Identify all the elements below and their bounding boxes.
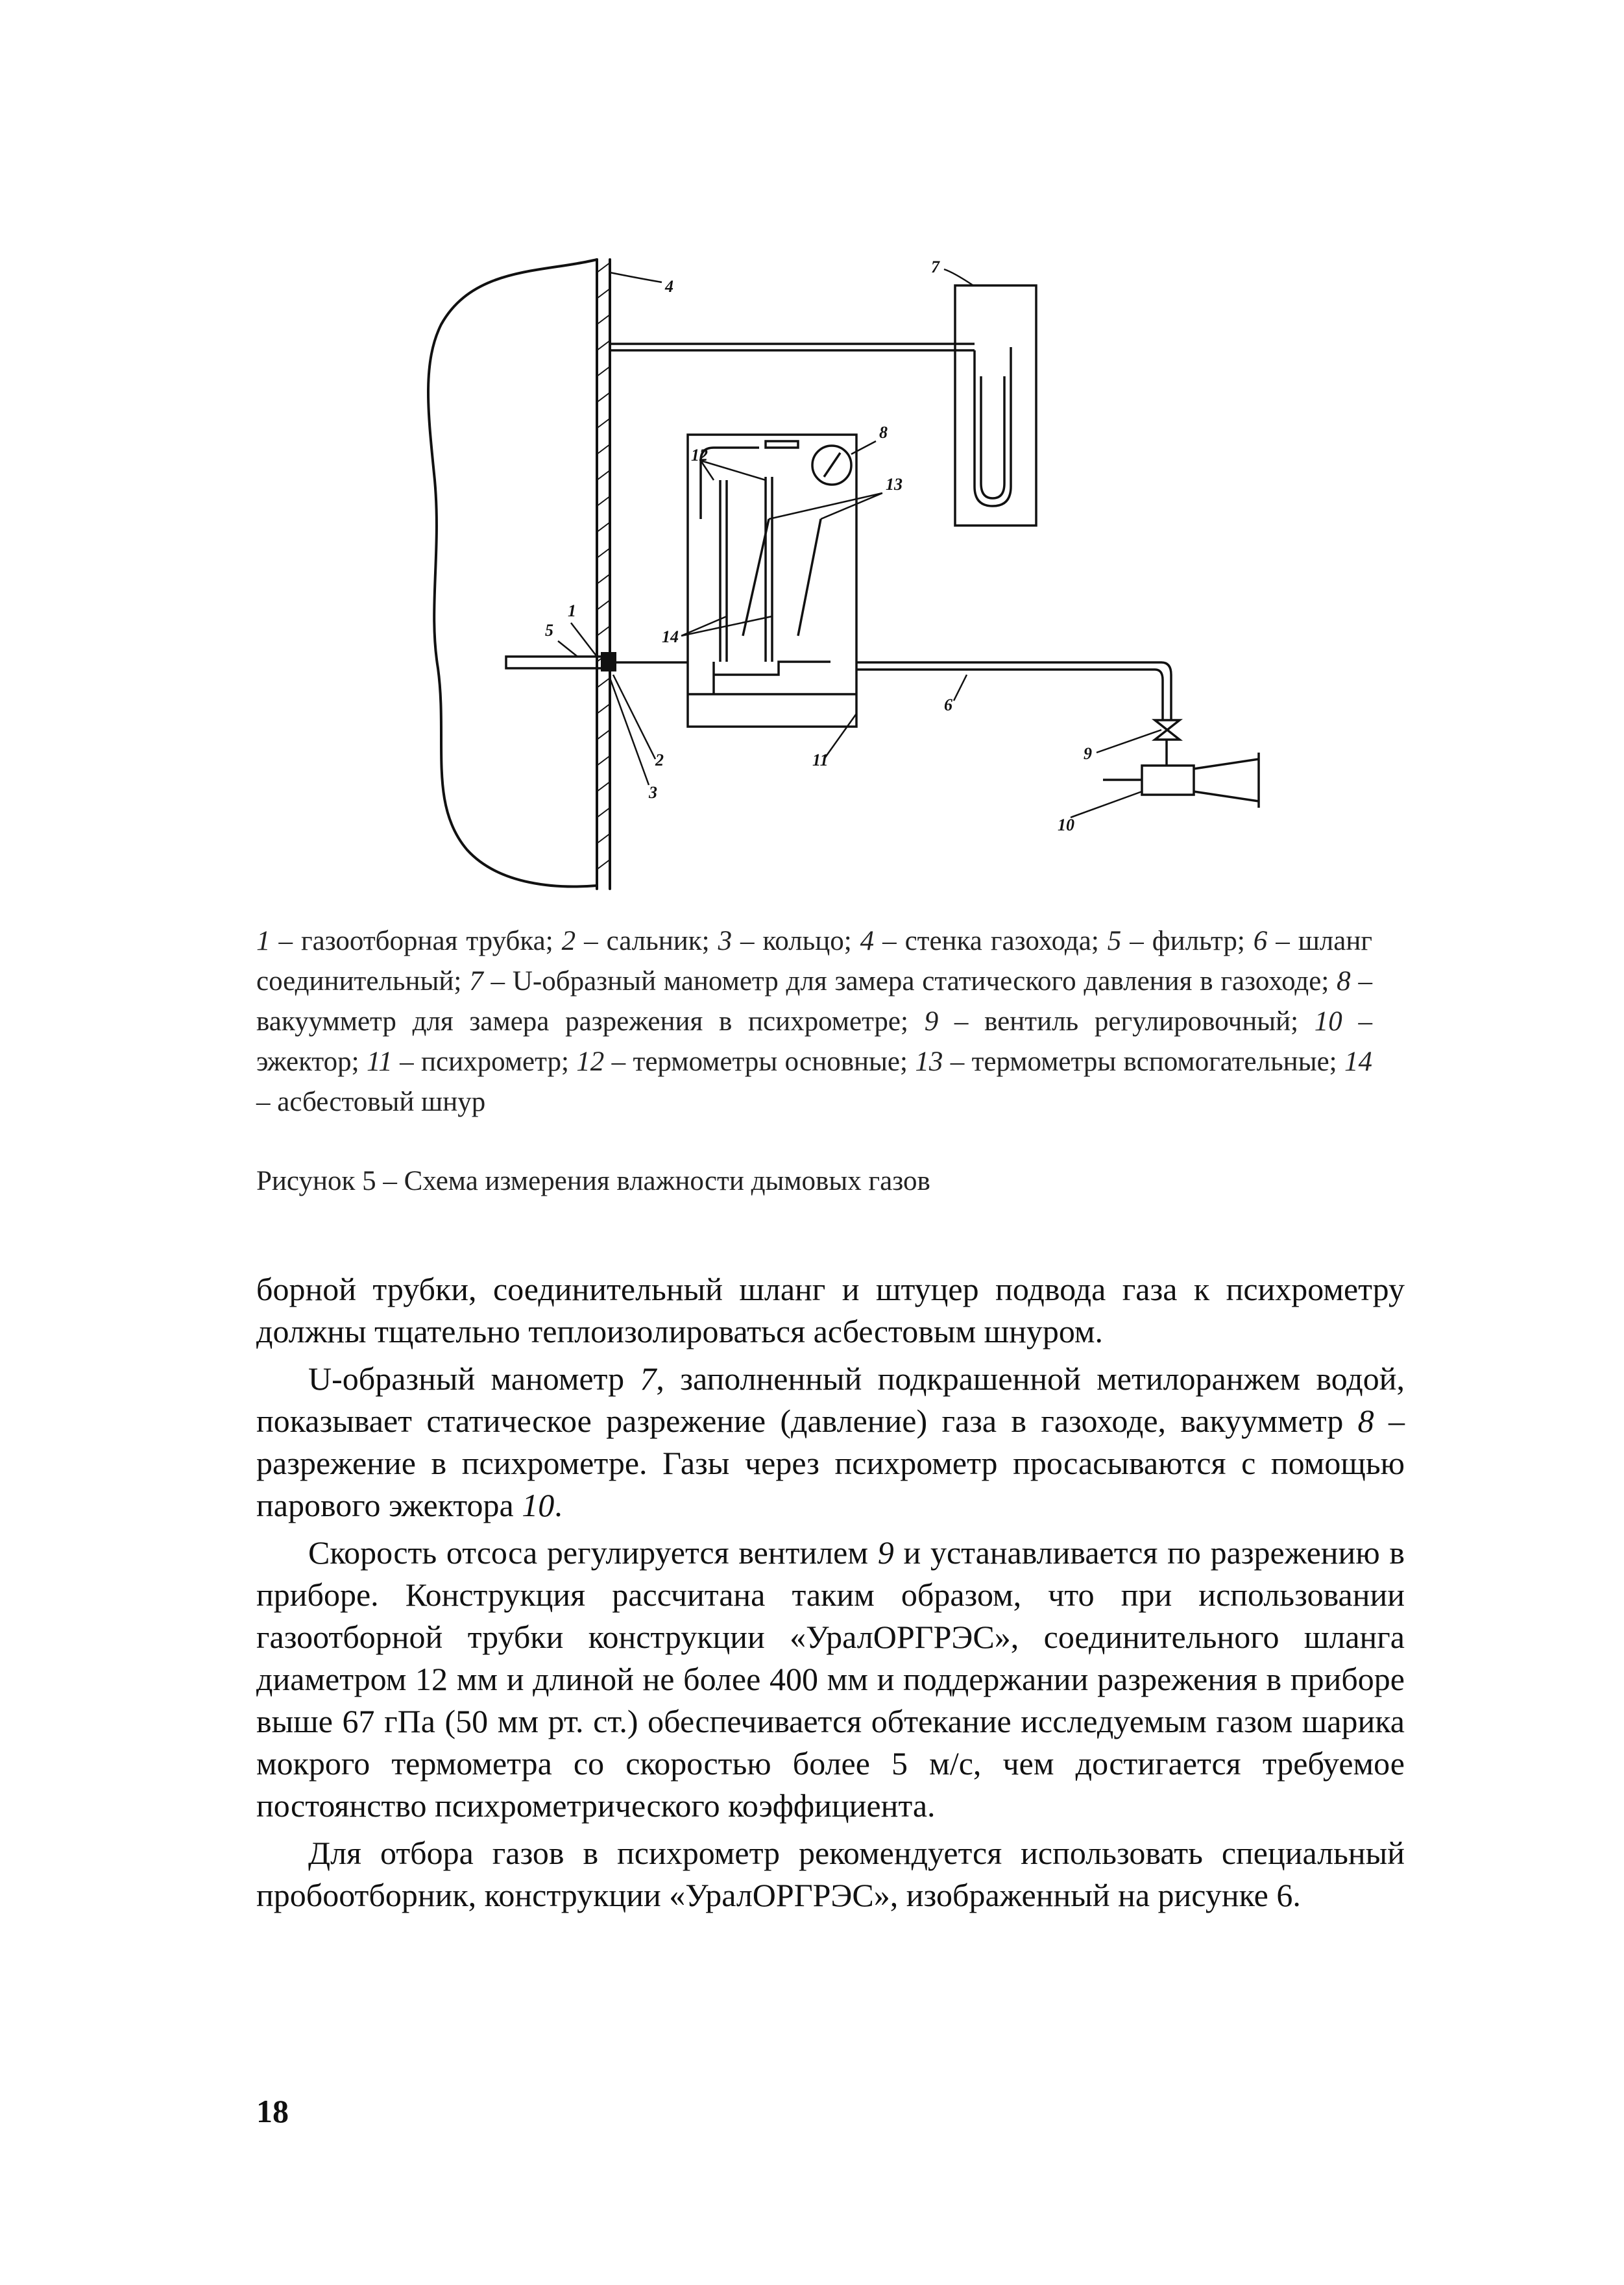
callout-12: 12 — [691, 446, 708, 465]
legend-item: 1 – газоотборная трубка; — [256, 926, 562, 956]
paragraph: Скорость отсоса регулируется вентилем 9 и устанавливается по разрежению в приборе. Конструкция рассчитана таким образом, что при использовании газоотборной трубки конструкции «УралОРГРЭС», соединительного шланга диаметром 12 мм и длиной не более 400 мм и поддержании разрежения в приборе выше 67 гПа (50 мм рт. ст.) обеспечивается обтекание исследуемым газом шарика мокрого термометра со скоростью более 5 м/с, чем достигается требуемое постоянство психрометрического коэффициента. — [256, 1534, 1405, 1824]
callout-2: 2 — [655, 751, 664, 769]
legend-item: 8 – вакуумметр для замера разрежения в психрометре; — [256, 966, 1372, 1037]
seal — [601, 652, 616, 671]
paragraph: борной трубки, соединительный шланг и штуцер подвода газа к психрометру должны тщательно теплоизолироваться асбестовым шнуром. — [256, 1271, 1405, 1349]
callout-3: 3 — [649, 783, 657, 802]
callout-1: 1 — [568, 601, 576, 620]
legend-item: 10 – эжектор; — [256, 1006, 1373, 1077]
callout-5: 5 — [545, 621, 553, 640]
figure-caption: Рисунок 5 – Схема измерения влажности дымовых газов — [256, 1166, 930, 1196]
legend-item: 3 – кольцо; — [718, 926, 860, 956]
paragraph: Для отбора газов в психрометр рекомендуется использовать специальный пробоотборник, конструкции «УралОРГРЭС», изображенный на рисунке 6. — [256, 1835, 1405, 1913]
legend-item: 2 – сальник; — [561, 926, 718, 956]
legend-item: 13 – термометры вспомогательные; — [915, 1046, 1344, 1077]
legend-item: 5 – фильтр; — [1107, 926, 1254, 956]
legend-item: 7 – U-образный манометр для замера статического давления в газоходе; — [469, 966, 1337, 997]
callout-8: 8 — [879, 423, 888, 442]
callout-6: 6 — [944, 695, 952, 714]
legend-item: 14 – асбестовый шнур — [256, 1046, 1372, 1117]
gas-sampling-tube — [506, 657, 610, 668]
callout-9: 9 — [1084, 744, 1092, 763]
body-text — [256, 1268, 1405, 1922]
page-number: 18 — [256, 2093, 289, 2129]
legend-item: 12 – термометры основные; — [576, 1046, 915, 1077]
callout-13: 13 — [886, 475, 903, 494]
u-manometer-board — [955, 285, 1036, 526]
measurement-scheme-figure — [415, 247, 1285, 908]
legend-item: 9 – вентиль регулировочный; — [924, 1006, 1315, 1037]
scheme-drawing — [415, 247, 1285, 908]
legend-item: 6 – шланг соединительный; — [256, 926, 1372, 997]
regulating-valve — [1155, 720, 1180, 740]
callout-14: 14 — [662, 627, 679, 646]
callout-7: 7 — [931, 258, 939, 276]
callout-4: 4 — [665, 277, 673, 296]
legend-item: 4 – стенка газохода; — [860, 926, 1108, 956]
callout-11: 11 — [812, 751, 829, 769]
figure-legend — [256, 921, 1372, 1122]
ejector — [1142, 766, 1194, 795]
callout-10: 10 — [1058, 816, 1074, 834]
gas-duct-outline — [428, 260, 597, 886]
paragraph: U-образный манометр 7, заполненный подкрашенной метилоранжем водой, показывает статическое разрежение (давление) газа в газоходе, вакуумметр 8 – разрежение в психрометре. Газы через психрометр просасываются с помощью парового эжектора 10. — [256, 1360, 1405, 1523]
legend-item: 11 – психрометр; — [366, 1046, 577, 1077]
